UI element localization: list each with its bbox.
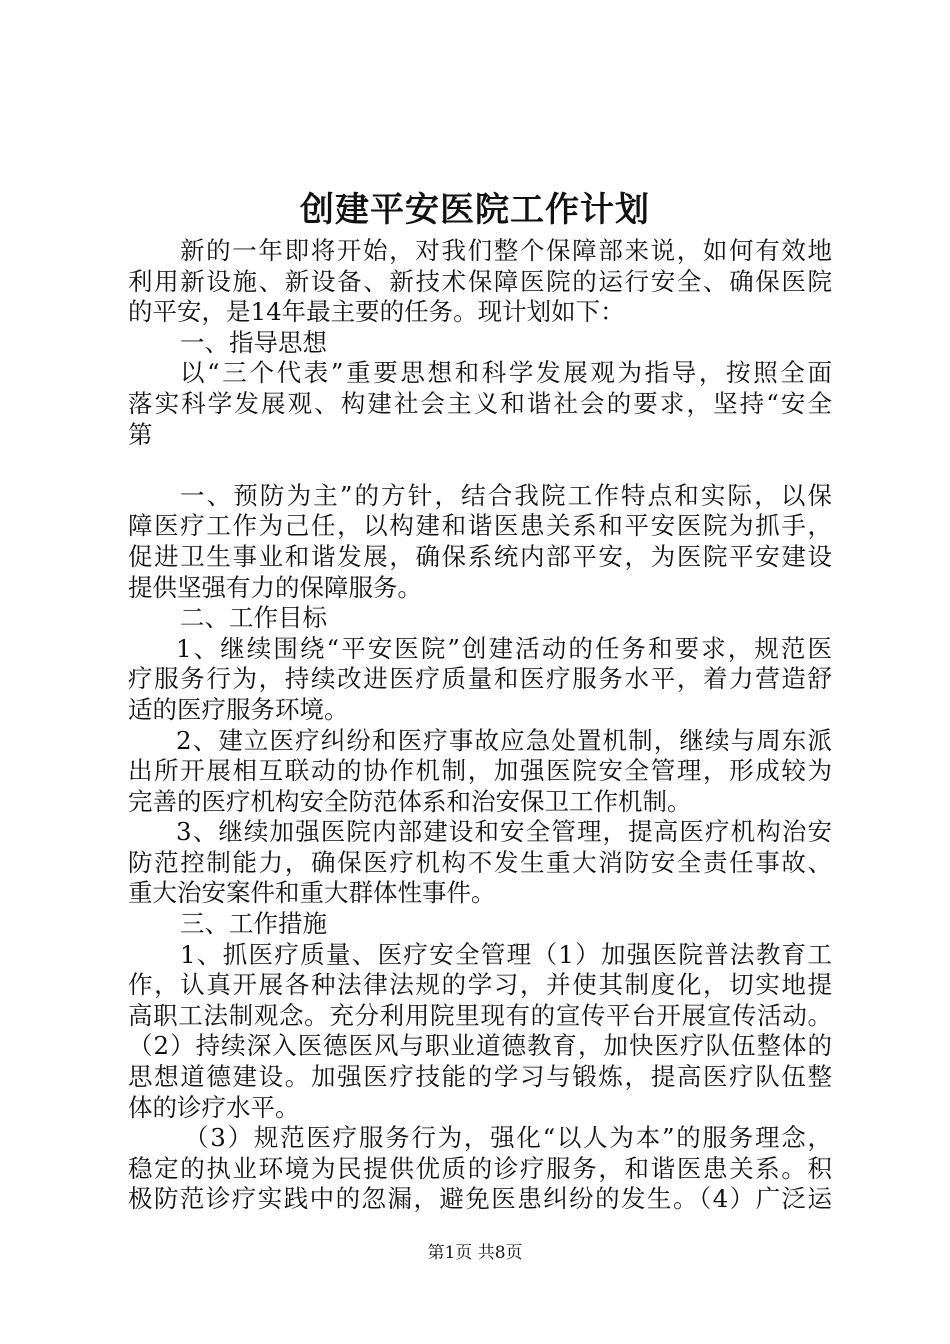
text-line: 以“三个代表”重要思想和科学发展观为指导，按照全面: [180, 358, 832, 388]
text-line: 防范控制能力，确保医疗机构不发生重大消防安全责任事故、: [128, 847, 832, 877]
document-body: [128, 236, 832, 1215]
text-line: 重大治安案件和重大群体性事件。: [128, 878, 496, 908]
text-line: （2）持续深入医德医风与职业道德教育，加快医疗队伍整体的: [128, 1031, 832, 1061]
text-line: 落实科学发展观、构建社会主义和谐社会的要求，坚持“安全: [128, 388, 832, 418]
text-line: 新的一年即将开始，对我们整个保障部来说，如何有效地: [180, 236, 832, 265]
text-line: 提供坚强有力的保障服务。: [128, 572, 422, 602]
page-footer: 第1页 共8页: [427, 1243, 523, 1263]
text-line: 思想道德建设。加强医疗技能的学习与锻炼，提高医疗队伍整: [128, 1062, 832, 1092]
text-line: 3、继续加强医院内部建设和安全管理，提高医疗机构治安: [176, 817, 832, 847]
text-line: 利用新设施、新设备、新技术保障医院的运行安全、确保医院: [128, 266, 832, 296]
text-line: 体的诊疗水平。: [128, 1092, 300, 1122]
text-line: 一、预防为主”的方针，结合我院工作特点和实际，以保: [180, 480, 832, 510]
text-line: 促进卫生事业和谐发展，确保系统内部平安，为医院平安建设: [128, 541, 832, 571]
text-line: （3）规范医疗服务行为，强化“以人为本”的服务理念，: [184, 1123, 832, 1153]
text-line: 疗服务行为，持续改进医疗质量和医疗服务水平，着力营造舒: [128, 664, 832, 694]
text-line: 一、指导思想: [180, 327, 327, 357]
text-line: 作，认真开展各种法律法规的学习，并使其制度化，切实地提: [128, 970, 832, 1000]
text-line: 的平安，是14年最主要的任务。现计划如下：: [128, 297, 625, 327]
text-line: 出所开展相互联动的协作机制，加强医院安全管理，形成较为: [128, 756, 832, 786]
text-line: 2、建立医疗纠纷和医疗事故应急处置机制，继续与周东派: [176, 725, 832, 755]
text-line: 第: [128, 419, 153, 449]
text-line: 稳定的执业环境为民提供优质的诊疗服务，和谐医患关系。积: [128, 1153, 832, 1183]
text-line: 1、继续围绕“平安医院”创建活动的任务和要求，规范医: [176, 633, 832, 663]
document-title: 创建平安医院工作计划: [300, 190, 650, 230]
text-line: 完善的医疗机构安全防范体系和治安保卫工作机制。: [128, 786, 692, 816]
text-line: 1、抓医疗质量、医疗安全管理（1）加强医院普法教育工: [180, 939, 832, 969]
text-line: 二、工作目标: [180, 603, 327, 633]
text-line: 极防范诊疗实践中的忽漏，避免医患纠纷的发生。（4）广泛运: [128, 1184, 832, 1214]
blank-line: [128, 450, 832, 481]
text-line: 三、工作措施: [180, 909, 327, 939]
text-line: 高职工法制观念。充分利用院里现有的宣传平台开展宣传活动。: [128, 1000, 832, 1030]
text-line: 障医疗工作为己任，以构建和谐医患关系和平安医院为抓手，: [128, 511, 832, 541]
text-line: 适的医疗服务环境。: [128, 694, 349, 724]
